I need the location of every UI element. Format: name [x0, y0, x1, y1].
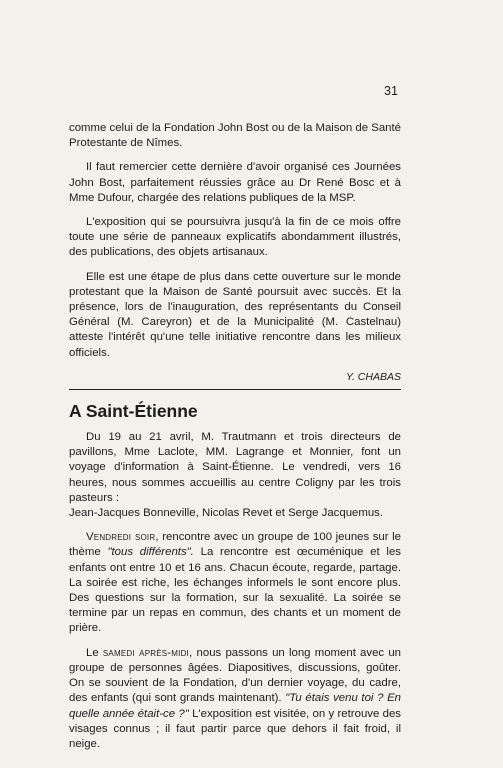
theme-quote: "tous différents".: [107, 546, 194, 559]
section-paragraph-3: [69, 646, 401, 752]
p3-text-c: L'exposition est visitée, on y retrouve des visages connus ; il faut partir parce que dehors il fait froid, il neige.: [69, 707, 401, 750]
intro-paragraph-4: Elle est une étape de plus dans cette ouverture sur le monde protestant que la Maison de Santé poursuit avec succès. Et la présence, lors de l'inauguration, des représentants du Conseil Général (M. Careyron) et de la Municipalité (M. Castelnau) atteste l'intérêt qu'une telle initiative rencontre dans les milieux officiels.: [69, 270, 401, 359]
intro-paragraph-2: Il faut remercier cette dernière d'avoir organisé ces Journées John Bost, parfaitement réussies grâce au Dr René Bosc et à Mme Dufour, chargée des relations publiques de la MSP.: [69, 161, 401, 204]
section-paragraph-2: [69, 530, 401, 636]
intro-paragraph-3: L'exposition qui se poursuivra jusqu'à la fin de ce mois offre toute une série de panneaux explicatifs abondamment illustrés, des publications, des objets artisanaux.: [69, 216, 401, 259]
p3-text-a: Le: [86, 646, 103, 659]
afternoon-lead: samedi après-midi,: [102, 646, 193, 659]
page-number: 31: [384, 84, 398, 98]
section-paragraph-1-names: Jean-Jacques Bonneville, Nicolas Revet et Serge Jacquemus.: [69, 507, 384, 520]
author-signature: Y. CHABAS: [345, 370, 401, 383]
section-paragraph-1: Du 19 au 21 avril, M. Trautmann et trois directeurs de pavillons, Mme Laclote, MM. Lagrange et Monnier, font un voyage d'information à Saint-Étienne. Le vendredi, vers 16 heures, nous sommes accueillis au centre Coligny par les trois pasteurs :: [69, 431, 401, 504]
p2-text-b: La rencontre est œcuménique et les enfants ont entre 10 et 16 ans. Chacun écoute, regarde, partage. La soirée est riche, les échanges informels le sont encore plus. Des questions sur la formation, sur la sexualité. La soirée se termine par un repas en commun, des chants et un moment de prière.: [69, 546, 401, 635]
evening-lead: Vendredi soir,: [86, 531, 159, 544]
elder-quote: "Tu étais venu toi ? En quelle année était-ce ?": [69, 692, 402, 720]
p3-text-b: nous passons un long moment avec un groupe de personnes âgées. Diapositives, discussions, goûter. On se souvient de la Fondation, d'un dernier voyage, du cadre, des enfants (qui sont grands maintenant).: [69, 646, 401, 705]
p2-text-a: rencontre avec un groupe de 100 jeunes sur le thème: [69, 531, 401, 559]
intro-paragraph-1: comme celui de la Fondation John Bost ou de la Maison de Santé Protestante de Nîmes.: [69, 122, 401, 150]
section-title: A Saint-Étienne: [69, 401, 198, 422]
article-column: [69, 121, 401, 761]
section-divider: [69, 389, 401, 390]
